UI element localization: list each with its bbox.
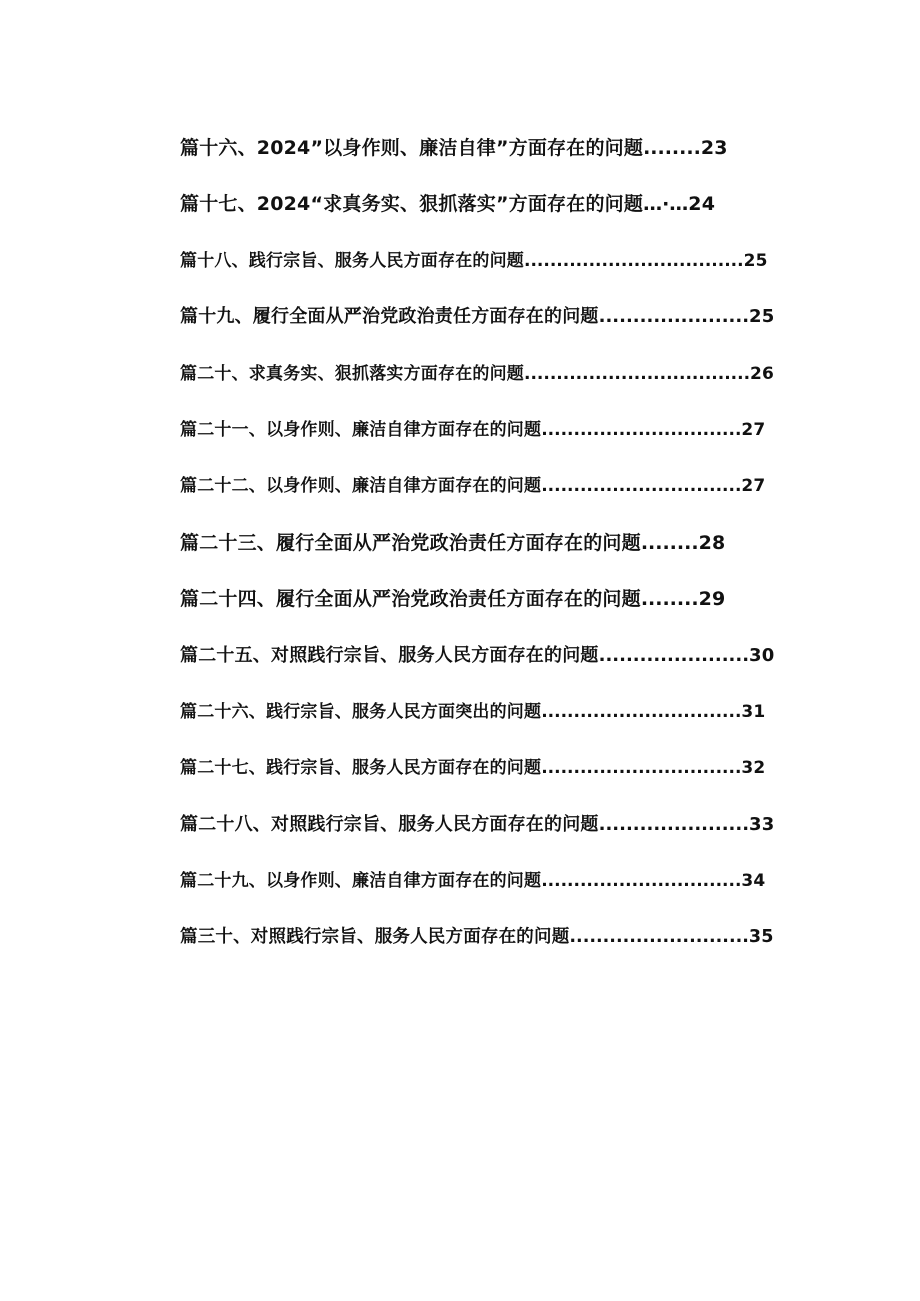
toc-entry-title: 篇二十、求真务实、狠抓落实方面存在的问题: [180, 363, 524, 384]
toc-entry[interactable]: [180, 696, 780, 752]
toc-entry-title: 篇十六、2024”以身作则、廉洁自律”方面存在的问题: [180, 137, 644, 159]
toc-entry-page: 31: [741, 701, 766, 722]
toc-entry-page: 30: [749, 644, 775, 666]
toc-entry[interactable]: [180, 583, 780, 639]
toc-entry-leader: ...............................: [541, 758, 742, 779]
toc-entry-leader: ........: [640, 531, 699, 554]
toc-entry-page: 35: [748, 927, 774, 948]
toc-entry-page: 27: [741, 476, 766, 497]
toc-entry[interactable]: [180, 470, 780, 526]
toc-entry-page: 33: [749, 813, 775, 835]
toc-entry-leader: ...............................: [541, 419, 742, 440]
toc-entry[interactable]: [180, 865, 780, 921]
toc-entry-page: 25: [743, 250, 768, 271]
toc-entry-leader: ...............................: [541, 701, 742, 722]
toc-entry-leader: ...........................: [569, 927, 749, 948]
toc-entry-page: 28: [698, 531, 726, 554]
toc-entry[interactable]: [180, 188, 780, 244]
toc-entry-page: 25: [749, 306, 775, 328]
toc-entry-title: 篇二十二、以身作则、廉洁自律方面存在的问题: [180, 476, 542, 497]
toc-entry-page: 34: [741, 871, 766, 892]
toc-entry[interactable]: [180, 245, 780, 301]
toc-entry-title: 篇二十三、履行全面从严治党政治责任方面存在的问题: [180, 531, 641, 554]
toc-entry-leader: ........: [640, 588, 699, 611]
toc-entry[interactable]: [180, 921, 780, 977]
toc-entry[interactable]: [180, 301, 780, 357]
toc-entry-page: 32: [741, 758, 766, 779]
toc-entry-leader: …·…: [643, 193, 689, 216]
toc-entry-page: 29: [698, 588, 726, 611]
toc-entry-page: 26: [750, 363, 775, 384]
toc-entry-title: 篇二十七、践行宗旨、服务人民方面存在的问题: [180, 758, 542, 779]
toc-entry-title: 篇二十一、以身作则、廉洁自律方面存在的问题: [180, 419, 542, 440]
toc-entry[interactable]: [180, 132, 780, 188]
toc-entry-leader: ......................: [598, 306, 750, 328]
toc-entry-title: 篇二十五、对照践行宗旨、服务人民方面存在的问题: [180, 644, 599, 666]
table-of-contents: [180, 132, 780, 978]
toc-entry-leader: ........: [643, 137, 701, 159]
toc-entry-title: 篇二十四、履行全面从严治党政治责任方面存在的问题: [180, 588, 641, 611]
toc-entry[interactable]: [180, 527, 780, 583]
toc-entry-leader: ......................: [598, 644, 750, 666]
toc-entry-leader: ..................................: [524, 250, 744, 271]
toc-entry-title: 篇二十九、以身作则、廉洁自律方面存在的问题: [180, 871, 542, 892]
toc-entry-leader: ...................................: [524, 363, 751, 384]
toc-entry-page: 27: [741, 419, 766, 440]
toc-entry[interactable]: [180, 809, 780, 865]
toc-entry-title: 篇三十、对照践行宗旨、服务人民方面存在的问题: [180, 927, 570, 948]
toc-entry-title: 篇十九、履行全面从严治党政治责任方面存在的问题: [180, 306, 599, 328]
toc-entry-leader: ......................: [598, 813, 750, 835]
toc-entry-leader: ...............................: [541, 476, 742, 497]
toc-entry-title: 篇十八、践行宗旨、服务人民方面存在的问题: [180, 250, 524, 271]
toc-entry-page: 23: [700, 137, 728, 159]
toc-entry[interactable]: [180, 414, 780, 470]
toc-entry-leader: ...............................: [541, 871, 742, 892]
toc-entry-title: 篇十七、2024“求真务实、狠抓落实”方面存在的问题: [180, 193, 644, 216]
toc-entry[interactable]: [180, 358, 780, 414]
toc-entry-title: 篇二十八、对照践行宗旨、服务人民方面存在的问题: [180, 813, 599, 835]
toc-entry-page: 24: [688, 193, 716, 216]
toc-entry[interactable]: [180, 752, 780, 808]
toc-entry[interactable]: [180, 640, 780, 696]
toc-entry-title: 篇二十六、践行宗旨、服务人民方面突出的问题: [180, 701, 542, 722]
